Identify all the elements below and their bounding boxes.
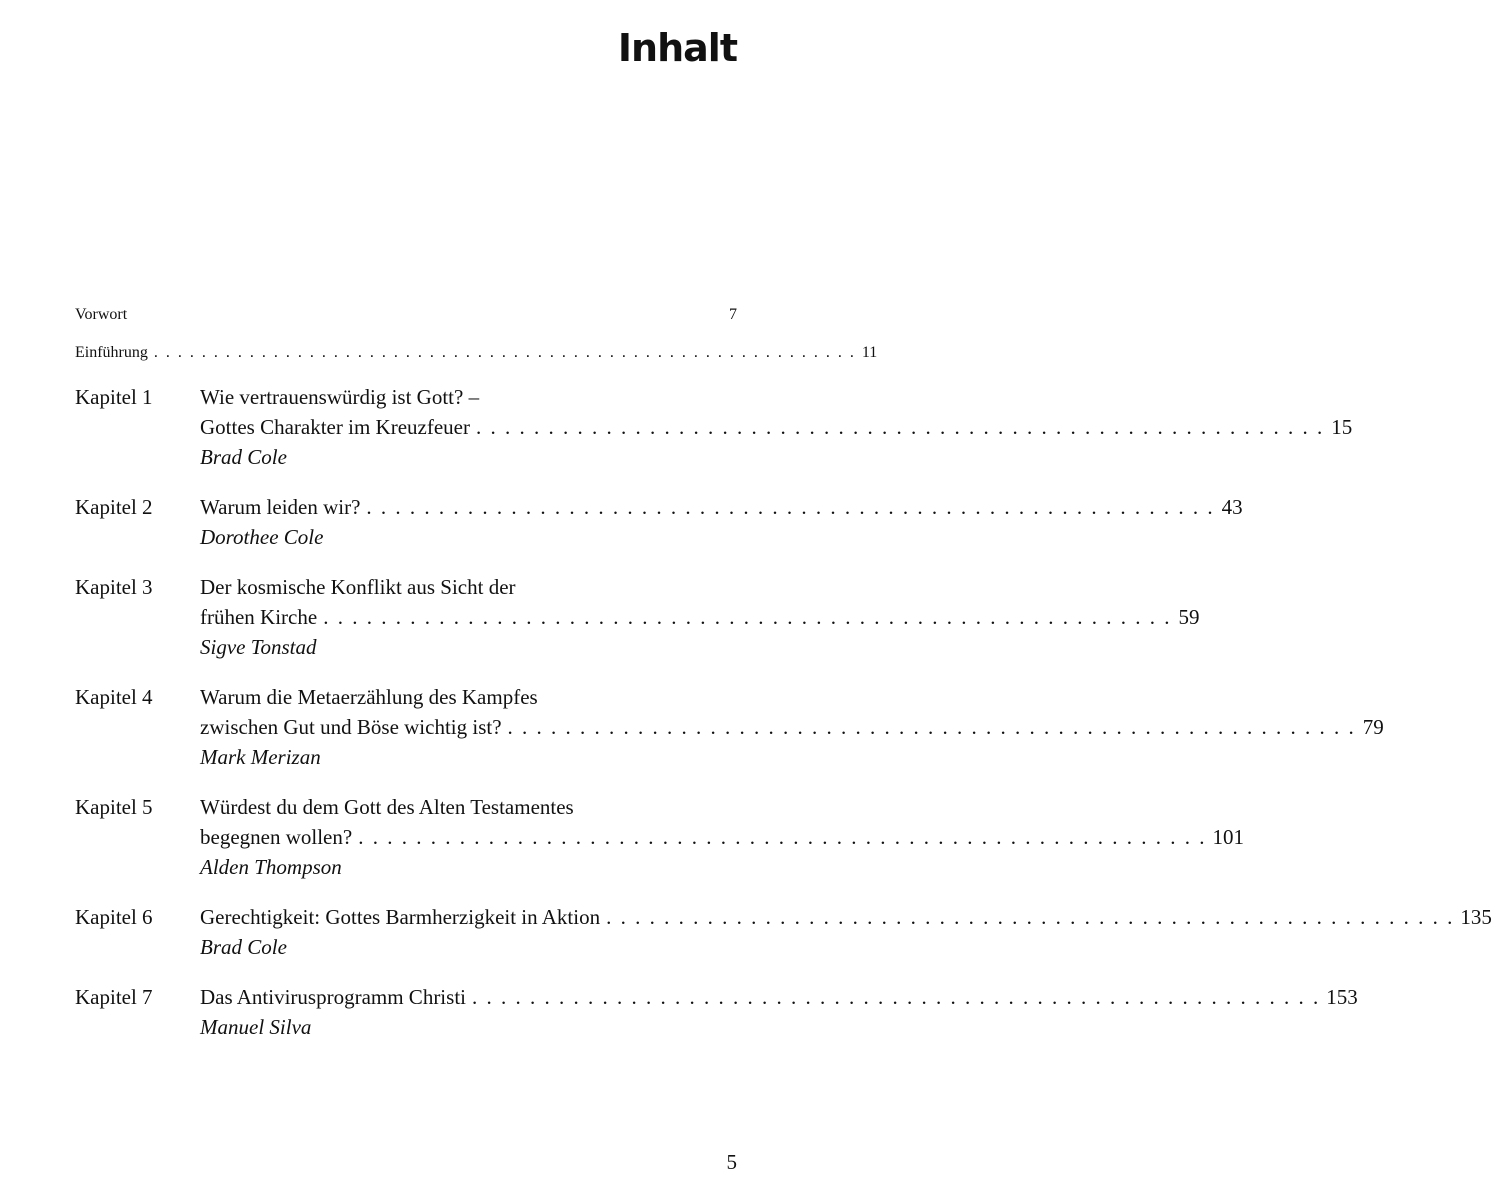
chapter-title-line: Warum leiden wir? (200, 495, 361, 519)
chapter-title-line: Würdest du dem Gott des Alten Testamentes (200, 795, 574, 819)
toc-page-number: 7 (729, 306, 737, 323)
toc-entry-chapter-2[interactable] (75, 492, 1243, 552)
toc-page-number: 15 (1331, 415, 1353, 439)
page-number: 5 (726, 1150, 737, 1174)
toc-entry-einfuehrung[interactable] (75, 344, 878, 362)
chapter-label: Kapitel 2 (75, 495, 153, 519)
chapter-author: Manuel Silva (200, 1015, 312, 1039)
chapter-title-line: Gottes Charakter im Kreuzfeuer (200, 415, 470, 439)
chapter-author: Brad Cole (200, 445, 287, 469)
chapter-label: Kapitel 4 (75, 685, 153, 709)
leader-dots: . . . . . . . . . . . . . . . . . . . . . . . . . . . . . . . . . . . . . . . . . . . . . . . . . . . . . . . . . . . (358, 825, 1207, 849)
chapter-author: Sigve Tonstad (200, 635, 317, 659)
toc-page-number: 101 (1212, 825, 1244, 849)
toc-entry-chapter-6[interactable] (75, 902, 1492, 962)
chapter-title-line: Das Antivirusprogramm Christi (200, 985, 466, 1009)
chapter-author: Brad Cole (200, 935, 287, 959)
chapter-title-line: Gerechtigkeit: Gottes Barmherzigkeit in Aktion (200, 905, 601, 929)
toc-entry-title: Einführung (75, 344, 148, 361)
toc-entry-chapter-7[interactable] (75, 982, 1358, 1042)
toc-entry-chapter-1[interactable] (75, 382, 1353, 472)
toc-page-number: 59 (1178, 605, 1200, 629)
toc-entry-chapter-5[interactable] (75, 792, 1244, 882)
toc-entry-chapter-3[interactable] (75, 572, 1200, 662)
chapter-label: Kapitel 3 (75, 575, 153, 599)
leader-dots: . . . . . . . . . . . . . . . . . . . . . . . . . . . . . . . . . . . . . . . . . . . . . . . . . . . . . . . . . . . (472, 985, 1321, 1009)
chapter-label: Kapitel 1 (75, 385, 153, 409)
toc-entry-vorwort[interactable] (75, 306, 737, 324)
chapter-author: Mark Merizan (200, 745, 321, 769)
toc-page-number: 79 (1362, 715, 1384, 739)
chapter-title-line: Wie vertrauenswürdig ist Gott? – (200, 385, 480, 409)
leader-dots: . . . . . . . . . . . . . . . . . . . . . . . . . . . . . . . . . . . . . . . . . . . . . . . . . . . . . . . . . . . (475, 415, 1325, 439)
leader-dots: . . . . . . . . . . . . . . . . . . . . . . . . . . . . . . . . . . . . . . . . . . . . . . . . . . . . . . . . . . . (606, 905, 1455, 929)
leader-dots: . . . . . . . . . . . . . . . . . . . . . . . . . . . . . . . . . . . . . . . . . . . . . . . . . . . . . . . . . . . (153, 344, 856, 361)
chapter-author: Dorothee Cole (200, 525, 324, 549)
leader-dots: . . . . . . . . . . . . . . . . . . . . . . . . . . . . . . . . . . . . . . . . . . . . . . . . . . . . . . . . . . . (323, 605, 1172, 629)
chapter-title-line: begegnen wollen? (200, 825, 353, 849)
chapter-label: Kapitel 6 (75, 905, 153, 929)
page-title: Inhalt (617, 26, 737, 70)
chapter-title-line: frühen Kirche (200, 605, 318, 629)
leader-dots: . . . . . . . . . . . . . . . . . . . . . . . . . . . . . . . . . . . . . . . . . . . . . . . . . . . . . . . . . . . (366, 495, 1215, 519)
chapter-label: Kapitel 5 (75, 795, 153, 819)
leader-dots: . . . . . . . . . . . . . . . . . . . . . . . . . . . . . . . . . . . . . . . . . . . . . . . . . . . . . . . . . . . (507, 715, 1356, 739)
toc-page-number: 153 (1326, 985, 1358, 1009)
chapter-label: Kapitel 7 (75, 985, 153, 1009)
toc-entry-chapter-4[interactable] (75, 682, 1384, 772)
chapter-author: Alden Thompson (200, 855, 342, 879)
toc-page-number: 43 (1221, 495, 1243, 519)
table-of-contents (75, 306, 1492, 1042)
chapter-title-line: zwischen Gut und Böse wichtig ist? (200, 715, 502, 739)
chapter-title-line: Der kosmische Konflikt aus Sicht der (200, 575, 516, 599)
toc-entry-title: Vorwort (75, 306, 128, 323)
toc-page-number: 11 (861, 344, 878, 361)
toc-page-number: 135 (1460, 905, 1492, 929)
chapter-title-line: Warum die Metaerzählung des Kampfes (200, 685, 538, 709)
